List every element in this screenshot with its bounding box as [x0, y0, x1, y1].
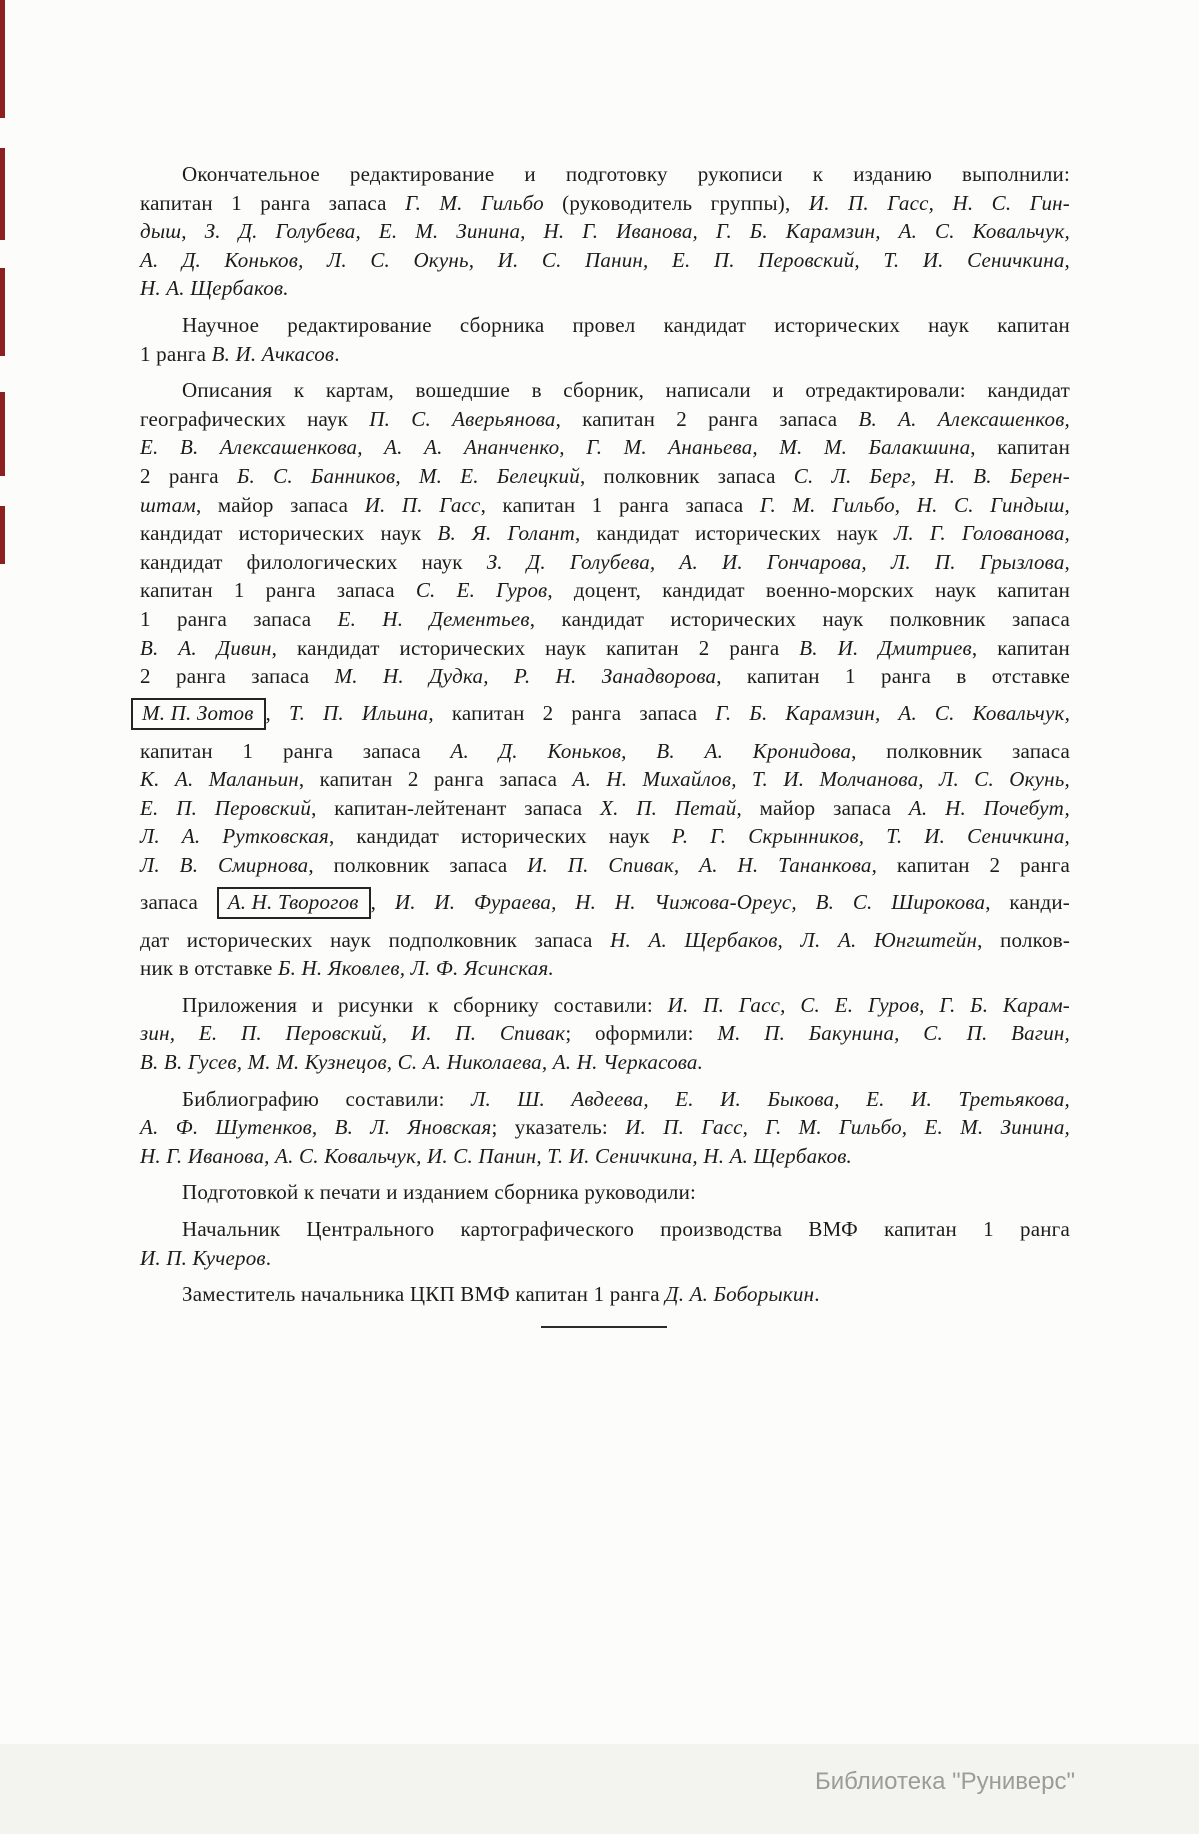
- text-line: [140, 1019, 1070, 1048]
- person-names: И. И. Фураева, Н. Н. Чижова-Ореус, В. С. Широкова: [394, 889, 986, 914]
- person-names: Р. Г. Скрынников, Т. И. Сеничкина,: [671, 824, 1071, 849]
- text-line: [140, 954, 1070, 983]
- text-line: [140, 376, 1070, 405]
- person-names: З. Д. Голубева, А. И. Гончарова, Л. П. Грызлова,: [486, 549, 1070, 574]
- text-run: , капитан 1 ранга в отставке: [716, 664, 1070, 689]
- person-names: Б. Н. Яковлев, Л. Ф. Ясинская.: [278, 956, 554, 981]
- text-line: [140, 274, 1070, 303]
- person-names: А. Н. Михайлов, Т. И. Молчанова, Л. С. Окунь,: [572, 767, 1071, 792]
- person-names: Н. А. Щербаков, Л. А. Юнгштейн: [610, 927, 978, 952]
- text-line: [140, 691, 1070, 737]
- text-line: [140, 405, 1070, 434]
- text-line: [140, 217, 1070, 246]
- text-line: [140, 662, 1070, 691]
- text-line: [140, 794, 1070, 823]
- person-names: А. Д. Коньков, В. А. Кронидова: [450, 738, 852, 763]
- text-run: Научное редактирование сборника провел кандидат исторических наук капитан: [182, 312, 1070, 337]
- scan-edge-mark: [0, 268, 5, 356]
- text-line: [140, 926, 1070, 955]
- person-names: В. А. Алексашенков,: [858, 406, 1070, 431]
- text-run: кандидат исторических наук: [140, 521, 438, 546]
- text-run: , доцент, кандидат военно-морских наук капитан: [547, 578, 1071, 603]
- text-line: [140, 340, 1070, 369]
- person-names: М. Н. Дудка, Р. Н. Занадворова: [334, 664, 717, 689]
- text-line: [140, 1048, 1070, 1077]
- text-run: , капитан: [970, 435, 1071, 460]
- text-run: Подготовкой к печати и изданием сборника руководили:: [182, 1180, 697, 1205]
- person-names: Г. Б. Карамзин, А. С. Ковальчук,: [715, 700, 1071, 725]
- person-names: Е. П. Перовский: [140, 795, 312, 820]
- scan-edge-mark: [0, 392, 5, 476]
- person-names: В. И. Дмитриев: [799, 635, 972, 660]
- person-names: В. А. Дивин: [140, 635, 272, 660]
- person-names: А. Н. Почебут,: [908, 795, 1070, 820]
- text-run: капитан 1 ранга запаса: [140, 578, 416, 603]
- text-run: ; оформили:: [565, 1021, 718, 1046]
- text-run: , полковник запаса: [579, 463, 794, 488]
- deceased-name-box: М. П. Зотов: [131, 698, 266, 730]
- text-run: , капитан 2 ранга запаса: [428, 700, 716, 725]
- text-run: (руководитель группы),: [543, 190, 809, 215]
- text-line: [140, 1113, 1070, 1142]
- text-run: , капитан 1 ранга запаса: [480, 492, 760, 517]
- text-run: , майор запаса: [736, 795, 909, 820]
- person-names: В. Я. Голант: [437, 521, 575, 546]
- person-names: Н. Г. Иванова, А. С. Ковальчук, И. С. Панин, Т. И. Сеничкина, Н. А. Щербаков.: [140, 1143, 852, 1168]
- person-names: Л. В. Смирнова: [140, 853, 309, 878]
- text-run: географических наук: [140, 406, 370, 431]
- text-run: , капитан 2 ранга: [871, 853, 1070, 878]
- text-run: дат исторических наук подполковник запаса: [140, 927, 611, 952]
- text-line: [140, 1142, 1070, 1171]
- scan-edge-mark: [0, 0, 5, 118]
- person-names: Б. С. Банников, М. Е. Белецкий: [236, 463, 580, 488]
- person-names: Х. П. Петай: [600, 795, 737, 820]
- person-names: Н. А. Щербаков.: [140, 276, 289, 301]
- text-line: [140, 246, 1070, 275]
- paragraph: [140, 1085, 1070, 1171]
- text-line: [140, 1085, 1070, 1114]
- paragraph: [140, 1215, 1070, 1272]
- text-run: , капитан: [971, 635, 1070, 660]
- person-names: Д. А. Боборыкин: [665, 1282, 815, 1307]
- person-names: Л. Г. Голованова,: [893, 521, 1070, 546]
- text-run: Описания к картам, вошедшие в сборник, написали и отредактировали: кандидат: [182, 378, 1070, 403]
- text-run: Начальник Центрального картографического производства ВМФ капитан 1 ранга: [182, 1217, 1070, 1241]
- text-run: .: [334, 341, 340, 366]
- person-names: дыш, З. Д. Голубева, Е. М. Зинина, Н. Г. Иванова, Г. Б. Карамзин, А. С. Ковальчук,: [140, 219, 1070, 244]
- text-line: [140, 1215, 1070, 1244]
- person-names: Г. М. Гильбо, Н. С. Гиндыш,: [759, 492, 1070, 517]
- text-run: 1 ранга запаса: [140, 606, 338, 631]
- person-names: С. Е. Гуров: [415, 578, 548, 603]
- text-line: [140, 311, 1070, 340]
- text-run: капитан 1 ранга запаса: [140, 190, 406, 215]
- person-names: Г. М. Гильбо: [405, 190, 544, 215]
- scan-edge-mark: [0, 506, 5, 564]
- text-run: , полков-: [977, 927, 1071, 952]
- text-line: [140, 822, 1070, 851]
- person-names: И. П. Гасс, Н. С. Гин-: [808, 190, 1070, 215]
- text-line: [140, 851, 1070, 880]
- text-run: ,: [370, 889, 395, 914]
- person-names: И. П. Кучеров: [140, 1245, 266, 1270]
- person-names: А. Д. Коньков, Л. С. Окунь, И. С. Панин, Е. П. Перовский, Т. И. Сеничкина,: [140, 247, 1070, 272]
- text-line: [140, 548, 1070, 577]
- text-run: , полковник запаса: [851, 738, 1070, 763]
- text-run: , кандидат исторических наук полковник запаса: [529, 606, 1070, 631]
- text-line: [140, 634, 1070, 663]
- person-names: Е. Н. Дементьев: [337, 606, 530, 631]
- paragraph: [140, 991, 1070, 1077]
- person-names: зин, Е. П. Перовский, И. П. Спивак: [140, 1021, 566, 1046]
- person-names: И. П. Спивак, А. Н. Тананкова: [527, 853, 872, 878]
- text-run: , кандидат исторических наук: [328, 824, 672, 849]
- text-run: , капитан 2 ранга запаса: [555, 406, 859, 431]
- text-line: [140, 605, 1070, 634]
- person-names: А. Ф. Шутенков, В. Л. Яновская: [140, 1115, 492, 1140]
- text-run: , канди-: [985, 889, 1070, 914]
- person-names: Т. П. Ильина: [289, 700, 429, 725]
- text-line: [140, 880, 1070, 926]
- person-names: В. И. Ачкасов: [211, 341, 335, 366]
- text-run: 2 ранга: [140, 463, 237, 488]
- text-run: капитан 1 ранга запаса: [140, 738, 451, 763]
- library-watermark: Библиотека "Руниверс": [814, 1768, 1075, 1795]
- text-run: , капитан 2 ранга запаса: [298, 767, 573, 792]
- person-names: И. П. Гасс, С. Е. Гуров, Г. Б. Карам-: [667, 992, 1070, 1017]
- text-run: , кандидат исторических наук: [575, 521, 894, 546]
- person-names: И. П. Гасс: [364, 492, 481, 517]
- person-names: М. П. Бакунина, С. П. Вагин,: [717, 1021, 1070, 1046]
- person-names: Л. А. Рутковская: [140, 824, 329, 849]
- deceased-name-box: А. Н. Творогов: [217, 887, 371, 919]
- text-run: , полковник запаса: [308, 853, 528, 878]
- person-names: С. Л. Берг, Н. В. Берен-: [793, 463, 1070, 488]
- text-line: [140, 160, 1070, 189]
- text-line: [140, 491, 1070, 520]
- text-run: запаса: [140, 889, 217, 914]
- text-run: 1 ранга: [140, 341, 212, 366]
- text-run: 2 ранга запаса: [140, 664, 335, 689]
- paragraph: [140, 160, 1070, 303]
- person-names: П. С. Аверьянова: [369, 406, 556, 431]
- scan-edge-mark: [0, 148, 5, 240]
- text-line: [140, 519, 1070, 548]
- text-line: [140, 189, 1070, 218]
- person-names: Л. Ш. Авдеева, Е. И. Быкова, Е. И. Третьякова,: [471, 1086, 1070, 1111]
- text-run: , кандидат исторических наук капитан 2 ранга: [271, 635, 800, 660]
- text-line: [140, 1280, 1070, 1309]
- text-line: [140, 433, 1070, 462]
- text-run: Заместитель начальника ЦКП ВМФ капитан 1 ранга: [182, 1282, 666, 1307]
- paragraph: [140, 1280, 1070, 1309]
- text-line: [140, 737, 1070, 766]
- text-run: Окончательное редактирование и подготовку рукописи к изданию выполнили:: [182, 162, 1070, 186]
- text-line: [140, 991, 1070, 1020]
- text-line: [140, 1244, 1070, 1273]
- paragraph: [140, 311, 1070, 368]
- person-names: Е. В. Алексашенкова, А. А. Ананченко, Г. М. Ананьева, М. М. Балакшина: [140, 435, 971, 460]
- text-line: [140, 462, 1070, 491]
- text-run: кандидат филологических наук: [140, 549, 487, 574]
- person-names: К. А. Маланьин: [140, 767, 299, 792]
- text-run: .: [814, 1282, 820, 1307]
- text-line: [140, 1178, 1070, 1207]
- paragraph: [140, 376, 1070, 983]
- text-line: [140, 765, 1070, 794]
- text-run: ник в отставке: [140, 956, 278, 981]
- text-run: ; указатель:: [491, 1115, 626, 1140]
- text-run: , капитан-лейтенант запаса: [311, 795, 601, 820]
- document-text: [140, 160, 1070, 1317]
- person-names: В. В. Гусев, М. М. Кузнецов, С. А. Николаева, А. Н. Черкасова.: [140, 1050, 704, 1075]
- text-line: [140, 576, 1070, 605]
- paragraph: [140, 1178, 1070, 1207]
- text-run: ,: [265, 700, 290, 725]
- person-names: И. П. Гасс, Г. М. Гильбо, Е. М. Зинина,: [625, 1115, 1070, 1140]
- text-run: .: [265, 1245, 272, 1270]
- section-divider: [541, 1326, 667, 1328]
- text-run: Библиографию составили:: [182, 1086, 472, 1111]
- text-run: Приложения и рисунки к сборнику составили:: [182, 992, 668, 1017]
- text-run: , майор запаса: [195, 492, 365, 517]
- person-names: штам: [140, 492, 196, 517]
